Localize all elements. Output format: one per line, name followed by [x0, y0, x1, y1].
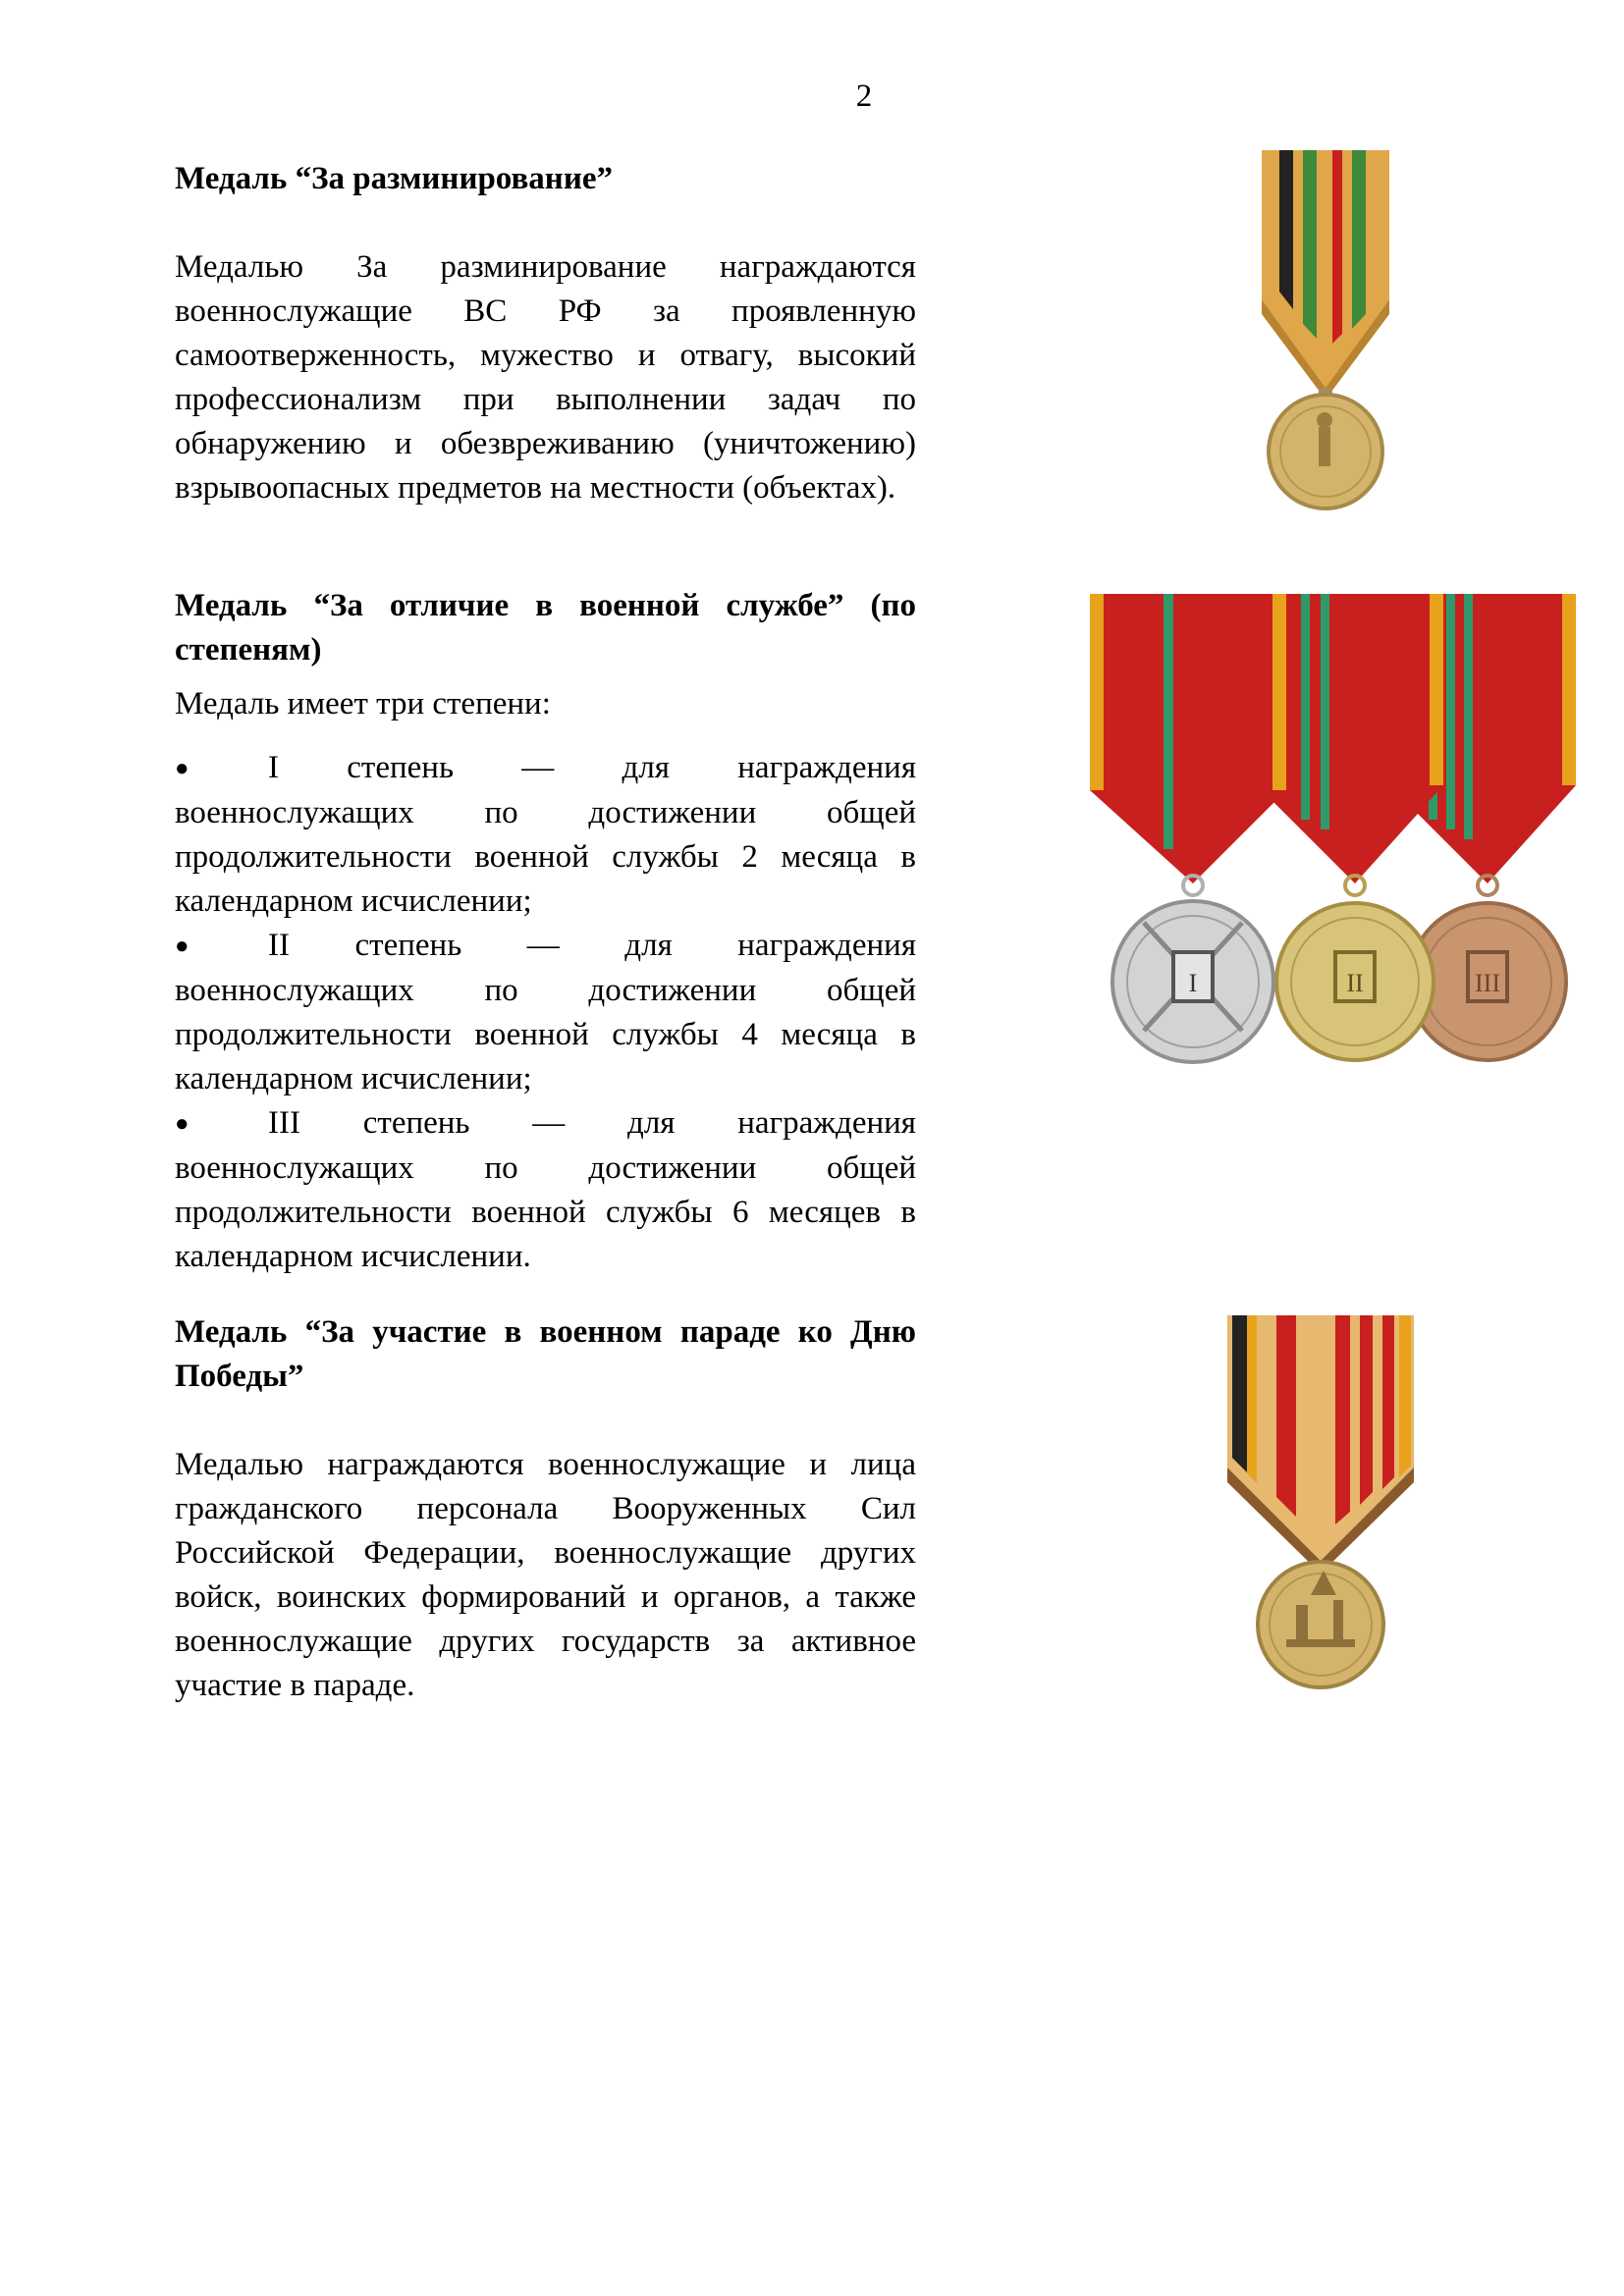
medal-distinction-three-degrees-icon: [1075, 589, 1586, 1090]
svg-text:III: III: [1475, 969, 1500, 997]
section-distinction: [175, 584, 916, 1279]
medal-distinction-image: [1075, 589, 1586, 1090]
section-title: Медаль “За отличие в военной службе” (по степеням): [175, 588, 916, 667]
page-number: 2: [855, 79, 873, 114]
bullet-icon: ●: [175, 934, 189, 959]
medal-demining-icon: [1222, 142, 1429, 515]
svg-text:I: I: [1188, 969, 1198, 997]
section-paragraph: Медалью награждаются военнослужащие и лица гражданского персонала Вооруженных Сил Российской Федерации, военнослужащие других войск, воинских формирований и органов, а также военнослужащие других государств за активное участие в параде.: [175, 1447, 916, 1703]
bullet-icon: ●: [175, 756, 189, 781]
section-title: Медаль “За разминирование”: [175, 161, 613, 196]
medal-demining-image: [1222, 142, 1429, 515]
list-item: ● III степень — для награждения военнослужащих по достижении общей продолжительности военной службы 6 месяцев в календарном исчислении.: [175, 1101, 916, 1279]
svg-text:II: II: [1346, 969, 1364, 997]
section-paragraph: Медалью За разминирование награждаются военнослужащие ВС РФ за проявленную самоотверженность, мужество и отвагу, высокий профессионализм при выполнении задач по обнаружению и обезвреживанию (уничтожению) взрывоопасных предметов на местности (объектах).: [175, 249, 916, 506]
section-demining: [175, 157, 916, 510]
list-item: ● II степень — для награждения военнослужащих по достижении общей продолжительности военной службы 4 месяца в календарном исчислении;: [175, 924, 916, 1101]
bullet-icon: ●: [175, 1111, 189, 1137]
section-title: Медаль “За участие в военном параде ко Дню Победы”: [175, 1314, 916, 1394]
medal-victory-parade-icon: [1218, 1310, 1429, 1693]
section-parade: [175, 1310, 916, 1708]
medal-parade-image: [1218, 1310, 1429, 1693]
degree-list: [175, 746, 916, 1279]
section-intro: Медаль имеет три степени:: [175, 686, 551, 721]
list-item: ● I степень — для награждения военнослужащих по достижении общей продолжительности военной службы 2 месяца в календарном исчислении;: [175, 746, 916, 924]
